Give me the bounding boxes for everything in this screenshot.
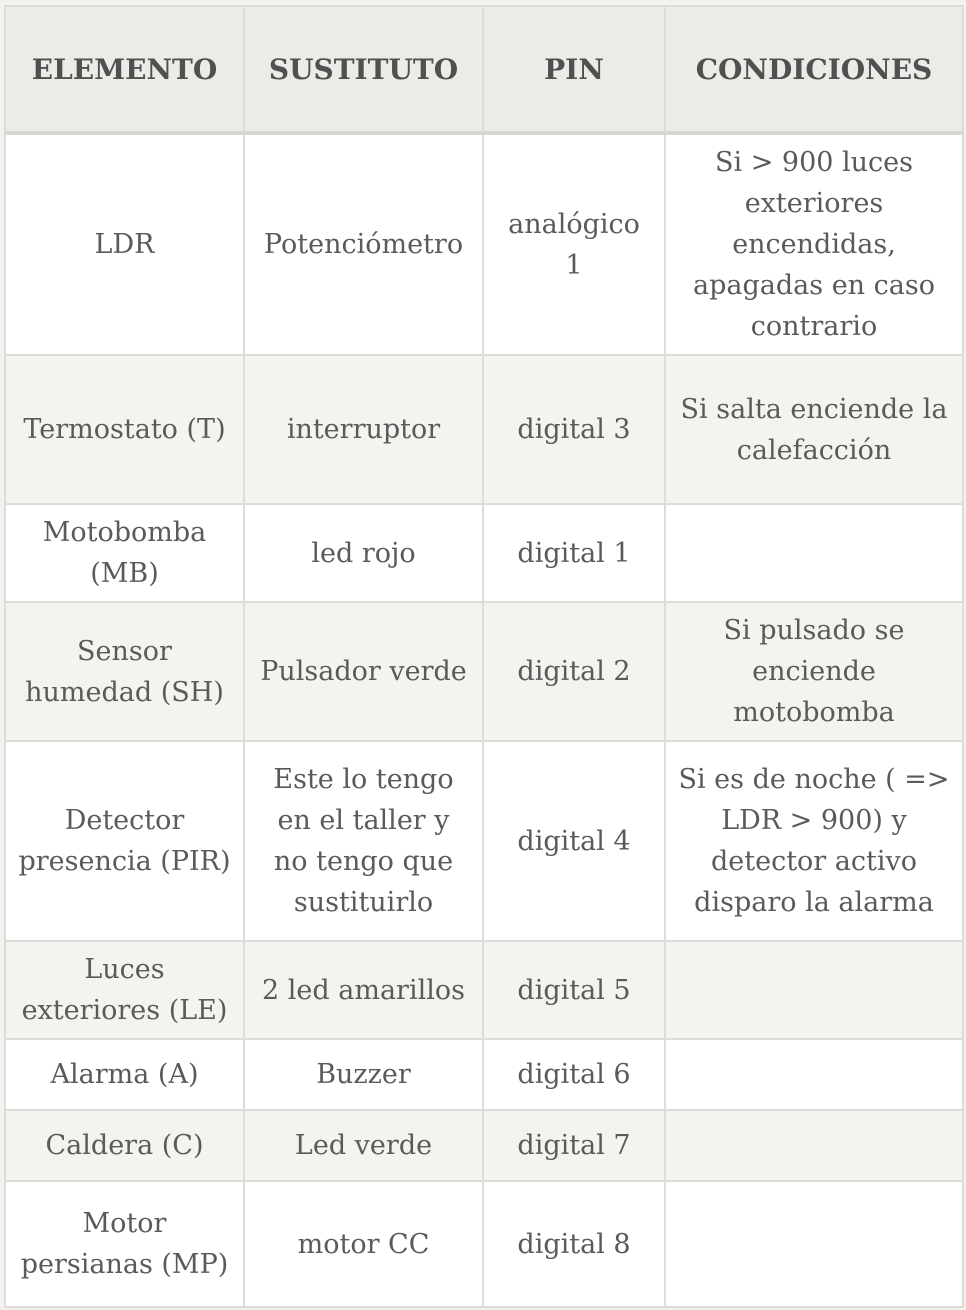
cell-elemento: Motobomba (MB) <box>5 504 244 602</box>
cell-sustituto: Este lo tengo en el taller y no tengo que sustituirlo <box>244 741 483 941</box>
cell-condiciones: Si pulsado se enciende motobomba <box>665 602 963 741</box>
cell-pin: digital 2 <box>483 602 665 741</box>
table-row <box>5 1039 963 1110</box>
components-table <box>4 5 964 1308</box>
cell-condiciones <box>665 504 963 602</box>
cell-condiciones: Si salta enciende la calefacción <box>665 355 963 504</box>
table-row <box>5 741 963 941</box>
cell-elemento: Motor persianas (MP) <box>5 1181 244 1307</box>
cell-pin: digital 5 <box>483 941 665 1039</box>
table-header-row <box>5 6 963 133</box>
cell-condiciones <box>665 1039 963 1110</box>
cell-elemento: Detector presencia (PIR) <box>5 741 244 941</box>
cell-condiciones <box>665 1181 963 1307</box>
cell-elemento: Alarma (A) <box>5 1039 244 1110</box>
cell-sustituto: motor CC <box>244 1181 483 1307</box>
header-sustituto: SUSTITUTO <box>244 6 483 133</box>
components-table-container <box>4 5 962 1305</box>
header-pin: PIN <box>483 6 665 133</box>
table-row <box>5 504 963 602</box>
cell-pin: digital 6 <box>483 1039 665 1110</box>
cell-sustituto: led rojo <box>244 504 483 602</box>
cell-elemento: Termostato (T) <box>5 355 244 504</box>
header-condiciones: CONDICIONES <box>665 6 963 133</box>
cell-sustituto: Pulsador verde <box>244 602 483 741</box>
cell-sustituto: Buzzer <box>244 1039 483 1110</box>
cell-sustituto: interruptor <box>244 355 483 504</box>
cell-condiciones: Si es de noche ( => LDR > 900) y detector activo disparo la alarma <box>665 741 963 941</box>
table-row <box>5 1181 963 1307</box>
cell-pin: digital 4 <box>483 741 665 941</box>
cell-pin: digital 8 <box>483 1181 665 1307</box>
table-row <box>5 1110 963 1181</box>
cell-pin: digital 7 <box>483 1110 665 1181</box>
cell-pin: digital 1 <box>483 504 665 602</box>
table-row <box>5 133 963 355</box>
cell-condiciones <box>665 941 963 1039</box>
cell-sustituto: Led verde <box>244 1110 483 1181</box>
cell-sustituto: 2 led amarillos <box>244 941 483 1039</box>
cell-elemento: Luces exteriores (LE) <box>5 941 244 1039</box>
cell-elemento: LDR <box>5 133 244 355</box>
header-elemento: ELEMENTO <box>5 6 244 133</box>
cell-elemento: Sensor humedad (SH) <box>5 602 244 741</box>
cell-elemento: Caldera (C) <box>5 1110 244 1181</box>
cell-pin: analógico 1 <box>483 133 665 355</box>
cell-condiciones: Si > 900 luces exteriores encendidas, apagadas en caso contrario <box>665 133 963 355</box>
cell-pin: digital 3 <box>483 355 665 504</box>
table-row <box>5 602 963 741</box>
cell-condiciones <box>665 1110 963 1181</box>
cell-sustituto: Potenciómetro <box>244 133 483 355</box>
table-row <box>5 355 963 504</box>
table-row <box>5 941 963 1039</box>
